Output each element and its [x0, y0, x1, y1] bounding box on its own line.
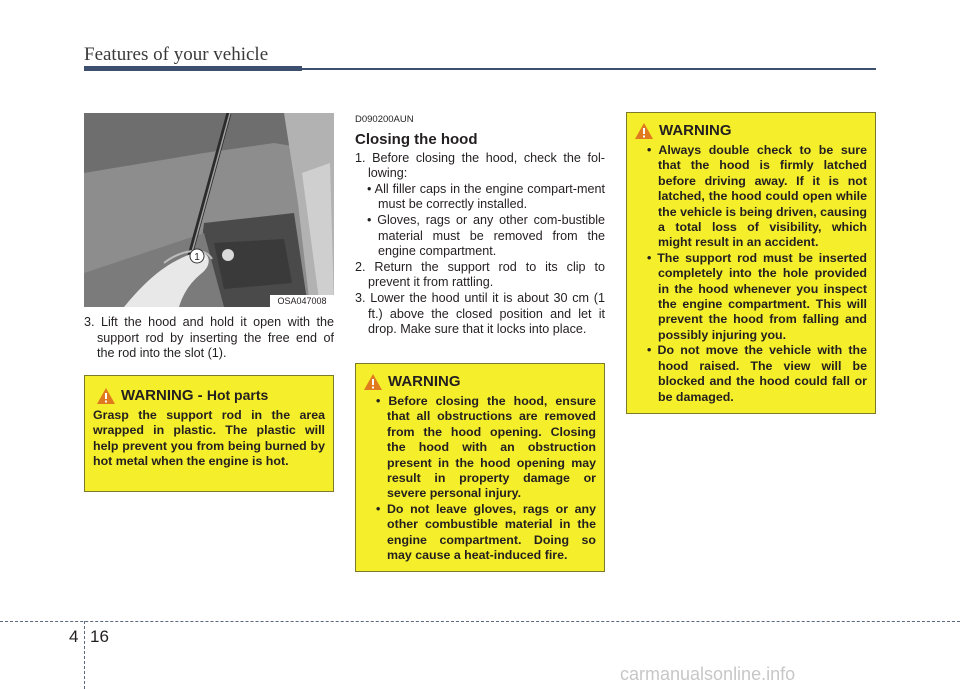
hood-support-rod-photo	[84, 113, 334, 307]
closing-bullet-1: • All filler caps in the engine compart-ment must be correctly installed.	[367, 181, 605, 212]
warning-title: WARNING -	[121, 387, 203, 405]
page-header-title: Features of your vehicle	[84, 44, 269, 65]
header-rule-thin	[302, 68, 876, 70]
warning-hot-parts-box	[84, 375, 334, 492]
warning-title: WARNING	[388, 373, 461, 391]
warning-latch-item-3: • Do not move the vehicle with the hood raised. The view will be blocked and the hood could fall or be damaged.	[647, 343, 867, 404]
step-3-text: 3. Lift the hood and hold it open with the support rod by inserting the free end of the rod into the slot (1).	[84, 315, 334, 361]
section-code: D090200AUN	[355, 114, 414, 125]
warning-closing-heading	[364, 374, 596, 390]
figure-callout-label: 1	[194, 252, 200, 263]
figure-code: OSA047008	[277, 296, 327, 306]
header-rule-thick	[84, 66, 302, 71]
section-title: Closing the hood	[355, 130, 478, 148]
closing-step-2: 2. Return the support rod to its clip to prevent it from rattling.	[355, 259, 605, 290]
step-3-lift-hood	[84, 315, 334, 362]
closing-bullet-2: • Gloves, rags or any other com-bustible material must be removed from the engine compartment.	[367, 212, 605, 259]
warning-hot-parts-heading	[97, 388, 325, 404]
site-watermark: carmanualsonline.info	[620, 664, 796, 684]
warning-hot-parts-text: Grasp the support rod in the area wrapped in plastic. The plastic will help prevent you from being burned by hot metal when the engine is hot.	[93, 408, 325, 469]
warning-latch-box	[626, 112, 876, 414]
warning-triangle-icon	[97, 388, 115, 404]
warning-triangle-icon	[635, 123, 653, 139]
warning-title: WARNING	[659, 122, 732, 140]
warning-latch-heading	[635, 123, 867, 139]
chapter-number: 4	[69, 627, 79, 646]
warning-closing-box	[355, 363, 605, 572]
warning-closing-item-1: • Before closing the hood, ensure that all obstructions are removed from the hood opening. Closing the hood with an obstruction present in the hood opening may result in property damage or severe personal injury.	[376, 394, 596, 501]
closing-step-3: 3. Lower the hood until it is about 30 cm (1 ft.) above the closed position and let it drop. Make sure that it locks into place.	[355, 290, 605, 337]
warning-latch-item-2: • The support rod must be inserted completely into the hole provided in the hood whenever you inspect the engine compartment. This will prevent the hood from falling and possibly injuring you.	[647, 250, 867, 342]
page-number: 16	[90, 627, 109, 646]
warning-closing-item-2: • Do not leave gloves, rags or any other combustible material in the engine compartment. Doing so may cause a heat-induced fire.	[376, 501, 596, 563]
warning-subtitle: Hot parts	[206, 387, 269, 404]
footer-divider	[84, 621, 85, 689]
warning-triangle-icon	[364, 374, 382, 390]
warning-latch-item-1: • Always double check to be sure that the hood is firmly latched before driving away. If it is not latched, the hood could open while the vehicle is being driven, causing a total loss of visibility, which might result in an accident.	[647, 143, 867, 250]
closing-hood-section	[355, 112, 605, 338]
closing-step-1: 1. Before closing the hood, check the fol-lowing:	[355, 150, 605, 181]
footer-rule	[0, 621, 960, 622]
